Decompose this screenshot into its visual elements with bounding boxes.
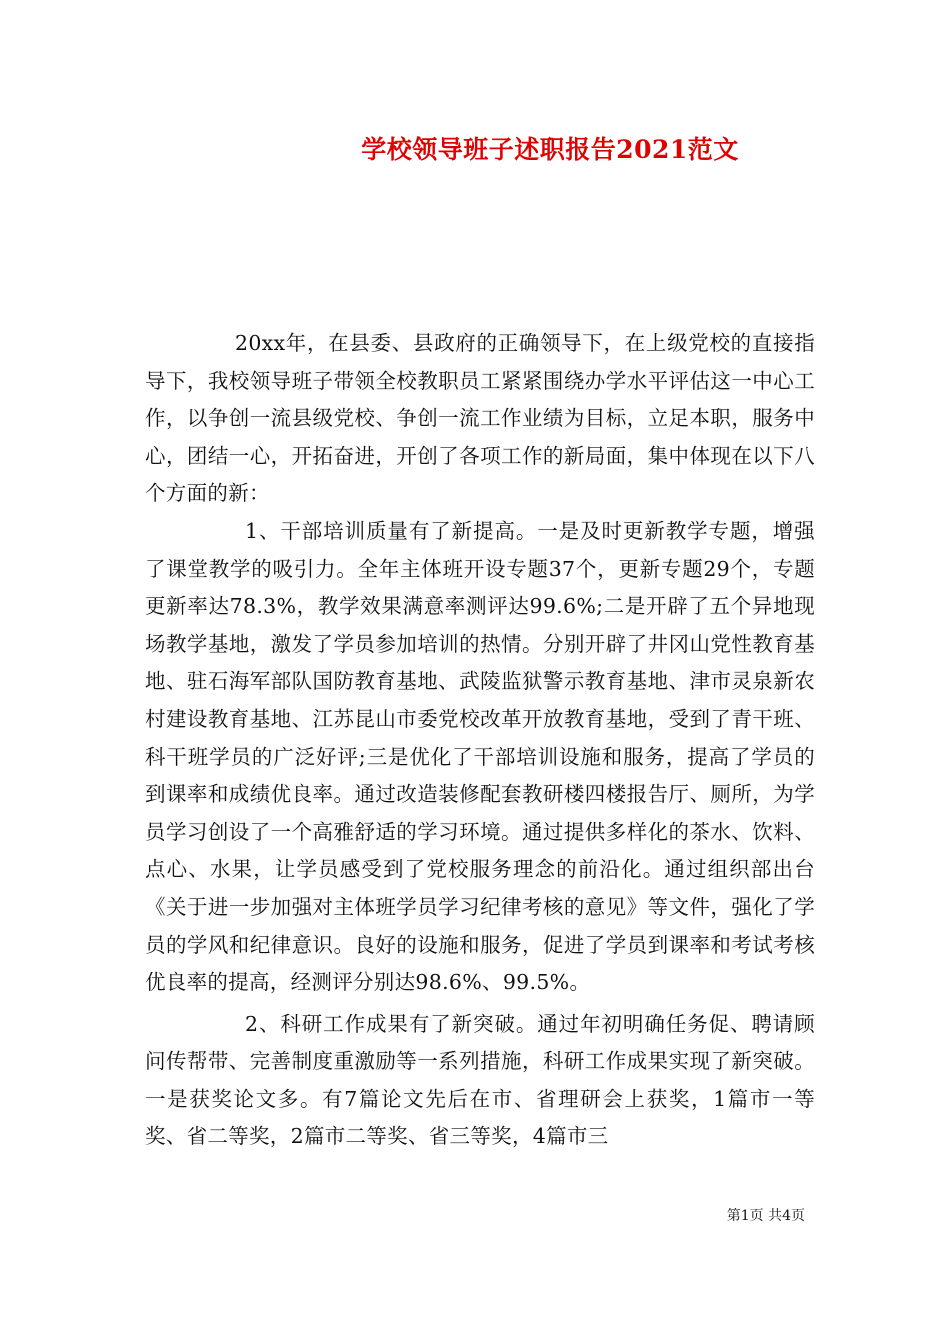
document-body	[145, 325, 815, 1156]
paragraph-item-2: 2、科研工作成果有了新突破。通过年初明确任务促、聘请顾问传帮带、完善制度重激励等一系列措施，科研工作成果实现了新突破。一是获奖论文多。有7篇论文先后在市、省理研会上获奖，1篇市一等奖、省二等奖，2篇市二等奖、省三等奖，4篇市三	[145, 1011, 815, 1149]
page-number: 第1页 共4页	[726, 1208, 805, 1224]
paragraph-item-1: 1、干部培训质量有了新提高。一是及时更新教学专题，增强了课堂教学的吸引力。全年主体班开设专题37个，更新专题29个，专题更新率达78.3%，教学效果满意率测评达99.6%;二是开辟了五个异地现场教学基地，激发了学员参加培训的热情。分别开辟了井冈山党性教育基地、驻石海军部队国防教育基地、武陵监狱警示教育基地、津市灵泉新农村建设教育基地、江苏昆山市委党校改革开放教育基地，受到了青干班、科干班学员的广泛好评;三是优化了干部培训设施和服务，提高了学员的到课率和成绩优良率。通过改造装修配套教研楼四楼报告厅、厕所，为学员学习创设了一个高雅舒适的学习环境。通过提供多样化的茶水、饮料、点心、水果，让学员感受到了党校服务理念的前沿化。通过组织部出台《关于进一步加强对主体班学员学习纪律考核的意见》等文件，强化了学员的学风和纪律意识。良好的设施和服务，促进了学员到课率和考试考核优良率的提高，经测评分别达98.6%、99.5%。	[145, 518, 815, 995]
paragraph-intro: 20xx年，在县委、县政府的正确领导下，在上级党校的直接指导下，我校领导班子带领全校教职员工紧紧围绕办学水平评估这一中心工作，以争创一流县级党校、争创一流工作业绩为目标，立足本职，服务中心，团结一心，开拓奋进，开创了各项工作的新局面，集中体现在以下八个方面的新：	[145, 331, 815, 506]
document-title: 学校领导班子述职报告2021范文	[361, 135, 739, 164]
